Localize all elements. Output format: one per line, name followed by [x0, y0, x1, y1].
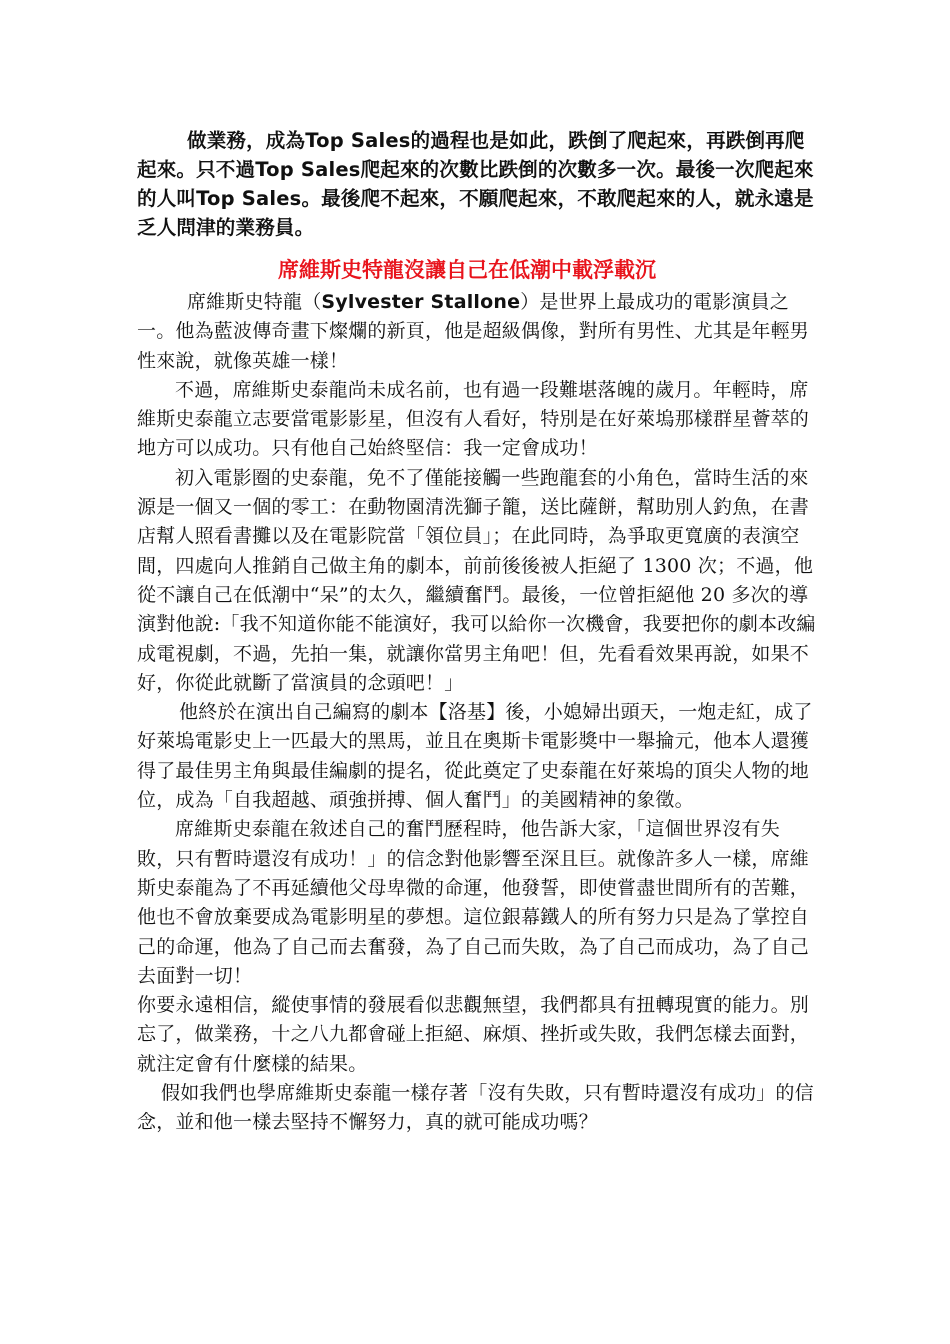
paragraph-7: 假如我們也學席維斯史泰龍一樣存著「沒有失敗，只有暫時還沒有成功」的信念，並和他一樣去堅持不懈努力，真的就可能成功嗎？	[137, 1082, 814, 1134]
intro-top-sales-2: Top Sales	[255, 158, 361, 181]
paragraph-3: 初入電影圈的史泰龍，免不了僅能接觸一些跑龍套的小角色，當時生活的來源是一個又一個的零工：在動物園清洗獅子籠，送比薩餅，幫助別人釣魚，在書店幫人照看書攤以及在電影院當「領位員」；在此同時，為爭取更寬廣的表演空間，四處向人推銷自己做主角的劇本，前前後後被人拒絕了 1300 次；不過，他從不讓自己在低潮中“呆”的太久，繼續奮鬥。最後，一位曾拒絕他 20 多次的導演對他說:「我不知道你能不能演好，我可以給你一次機會，我要把你的劇本改編成電視劇，不過，先拍一集，就讓你當男主角吧！但，先看看效果再說，如果不好，你從此就斷了當演員的念頭吧！」	[137, 466, 816, 694]
paragraph-6: 你要永遠相信，縱使事情的發展看似悲觀無望，我們都具有扭轉現實的能力。別忘了，做業務，十之八九都會碰上拒絕、麻煩、挫折或失敗，我們怎樣去面對，就注定會有什麼樣的結果。	[137, 994, 810, 1075]
paragraph-1-text-a: 席維斯史特龍（	[187, 291, 322, 313]
intro-text-2: 的過程也是如此，跌倒了爬起來，再跌倒再爬起來。只不過	[137, 129, 805, 181]
paragraph-1	[137, 288, 817, 376]
intro-text-3: 爬起來的次數比跌倒的次數多一次。最後一次爬起來的人叫	[137, 158, 814, 210]
intro-paragraph	[137, 126, 817, 242]
paragraph-2: 不過，席維斯史泰龍尚未成名前，也有過一段難堪落魄的歲月。年輕時，席維斯史泰龍立志要當電影影星，但沒有人看好，特別是在好萊塢那樣群星薈萃的地方可以成功。只有他自己始終堅信：我一定會成功！	[137, 378, 810, 460]
intro-top-sales-3: Top Sales	[196, 187, 302, 210]
document-body	[137, 126, 817, 1138]
paragraph-4: 他終於在演出自己編寫的劇本【洛基】後，小媳婦出頭天，一炮走紅，成了好萊塢電影史上一匹最大的黑馬，並且在奧斯卡電影獎中一舉掄元，他本人還獲得了最佳男主角與最佳編劇的提名，從此奠定了史泰龍在好萊塢的頂尖人物的地位，成為「自我超越、頑強拼搏、個人奮鬥」的美國精神的象徵。	[137, 701, 813, 812]
intro-text-4: 。最後爬不起來，不願爬起來，不敢爬起來的人，就永遠是乏人問津的業務員。	[137, 187, 814, 239]
intro-top-sales-1: Top Sales	[305, 129, 411, 152]
intro-text-1: 做業務，成為	[187, 129, 306, 152]
paragraph-5: 席維斯史泰龍在敘述自己的奮鬥歷程時，他告訴大家，「這個世界沒有失敗，只有暫時還沒有成功！」的信念對他影響至深且巨。就像許多人一樣，席維斯史泰龍為了不再延續他父母卑微的命運，他發誓，即使嘗盡世間所有的苦難，他也不會放棄要成為電影明星的夢想。這位銀幕鐵人的所有努力只是為了掌控自己的命運，他為了自己而去奮發，為了自己而失敗，為了自己而成功，為了自己去面對一切！	[137, 818, 810, 987]
section-title: 席維斯史特龍沒讓自己在低潮中載浮載沉	[278, 258, 656, 282]
paragraph-1-text-b: ）是世界上最成功的電影演員之一。他為藍波傳奇畫下燦爛的新頁，他是超級偶像，對所有男性、尤其是年輕男性來說，就像英雄一樣！	[137, 291, 810, 372]
english-name: Sylvester Stallone	[321, 291, 521, 313]
